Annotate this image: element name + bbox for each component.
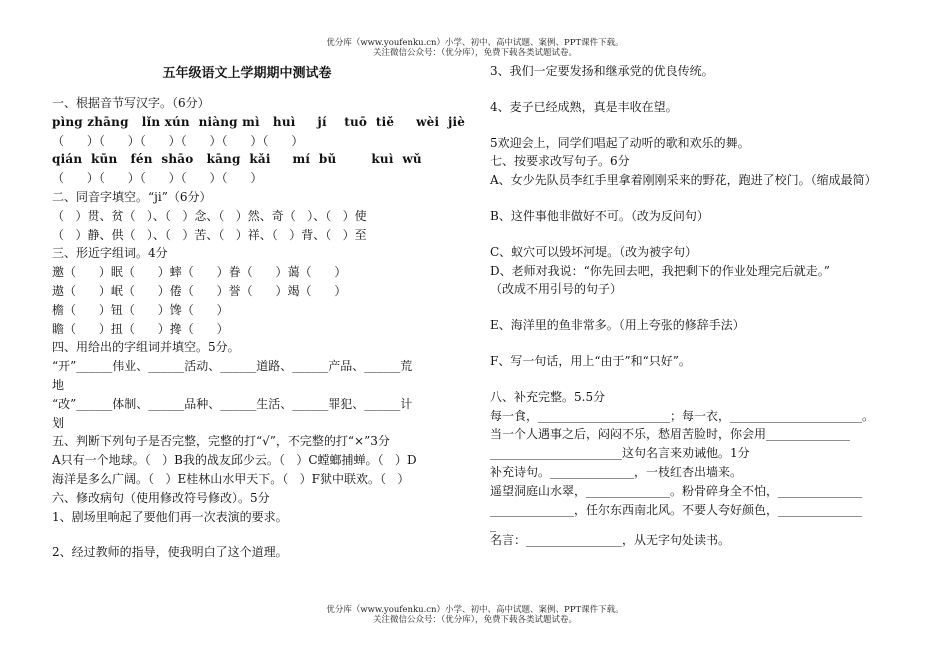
footer-line-2: 关注微信公众号：（优分库），免费下载各类试题试卷。 <box>372 615 577 625</box>
rewrite-e: E、海洋里的鱼非常多。（用上夸张的修辞手法） <box>490 318 745 333</box>
complete-line-3: ______________________这句名言来劝诫他。1分 <box>490 446 750 461</box>
section-2-title: 二、同音字填空。“ji”（6分） <box>52 189 212 204</box>
section-3-title: 三、形近字组词。4分 <box>52 246 168 261</box>
judge-line-2: 海洋是多么广阔。（ ）E桂林山水甲天下。（ ）F狱中联欢。（ ） <box>52 471 410 486</box>
complete-line-2: 当一个人遇事之后，闷闷不乐，愁眉苦脸时，你会用______________ <box>490 427 851 442</box>
page-footer <box>0 605 950 625</box>
word-fill-line-2-cont: 划 <box>52 415 65 430</box>
homophone-line-2: （ ）静、供（ ）、（ ）苦、（ ）祥、（ ）背、（ ）至 <box>52 227 367 242</box>
homophone-line-1: （ ）贯、贫（ ）、（ ）念、（ ）然、奇（ ）、（ ）使 <box>52 208 367 223</box>
complete-line-6: ______________，任尔东西南北风。不要人夸好颜色，______________ <box>490 502 863 517</box>
complete-line-1: 每一食，______________________；每一衣，______________________。 <box>490 408 875 423</box>
complete-line-5: 遥望洞庭山水翠，______________。粉骨碎身全不怕，______________ <box>490 483 863 498</box>
complete-line-8: 名言：________________，从无字句处读书。 <box>490 533 731 548</box>
judge-line-1: A只有一个地球。（ ）B我的战友邱少云。（ ）C螳螂捕蝉。（ ）D <box>52 453 417 468</box>
similar-char-line-3: 檐（ ）钮（ ）馋（ ） <box>52 302 229 317</box>
sentence-fix-1: 1、剧场里响起了要他们再一次表演的要求。 <box>52 509 288 524</box>
rewrite-a: A、女少先队员李红手里拿着刚刚采来的野花，跑进了校门。（缩成最简） <box>490 173 877 188</box>
section-7-title: 七、按要求改写句子。6分 <box>490 154 630 169</box>
similar-char-line-1: 邀（ ）眠（ ）蟀（ ）眷（ ）蔼（ ） <box>52 265 347 280</box>
similar-char-line-2: 遨（ ）岷（ ）倦（ ）誉（ ）竭（ ） <box>52 283 347 298</box>
pinyin-row-1: pìng zhāng lǐn xún niàng mì huì jí tuō tiě wèi jiè <box>52 114 466 129</box>
sentence-fix-3: 3、我们一定要发扬和继承党的优良传统。 <box>490 64 714 78</box>
page-title: 五年级语文上学期期中测试卷 <box>162 66 332 81</box>
header-line-1: 优分库（www.youfenku.cn）小学、初中、高中试题、案例、PPT课件下载。 <box>326 38 624 48</box>
answer-brackets-row-1: （ ）（ ）（ ）（ ）（ ）（ ） <box>52 133 304 148</box>
word-fill-line-1-cont: 地 <box>52 377 65 392</box>
rewrite-c: C、蚁穴可以毁坏河堤。（改为被字句） <box>490 244 698 259</box>
section-4-title: 四、用给出的字组词并填空。5分。 <box>52 340 240 355</box>
rewrite-f: F、写一句话，用上“由于”和“只好”。 <box>490 353 691 368</box>
page-header <box>0 38 950 58</box>
complete-line-4: 补充诗句。______________，一枝红杏出墙来。 <box>490 464 743 479</box>
complete-line-7: _ <box>490 518 496 533</box>
word-fill-line-1: “开”______伟业、______活动、______道路、______产品、______荒 <box>52 359 413 374</box>
section-5-title: 五、判断下列句子是否完整，完整的打“√”，不完整的打“×”3分 <box>52 434 390 449</box>
section-1-title: 一、根据音节写汉字。（6分） <box>52 96 210 110</box>
rewrite-d: D、老师对我说：“你先回去吧，我把剩下的作业处理完后就走。” <box>490 263 830 278</box>
sentence-fix-5: 5欢迎会上，同学们唱起了动听的歌和欢乐的舞。 <box>490 135 750 150</box>
sentence-fix-2: 2、经过教师的指导，使我明白了这个道理。 <box>52 545 288 560</box>
rewrite-d-note: （改成不用引号的句子） <box>490 282 623 297</box>
footer-line-1: 优分库（www.youfenku.cn）小学、初中、高中试题、案例、PPT课件下载。 <box>326 605 624 615</box>
rewrite-b: B、这件事他非做好不可。（改为反问句） <box>490 208 709 223</box>
left-column <box>52 62 472 562</box>
section-6-title: 六、修改病句（使用修改符号修改）。5分 <box>52 490 270 505</box>
similar-char-line-4: 瞻（ ）扭（ ）搀（ ） <box>52 321 229 336</box>
sentence-fix-4: 4、麦子已经成熟，真是丰收在望。 <box>490 99 678 114</box>
header-line-2: 关注微信公众号：（优分库），免费下载各类试题试卷。 <box>372 48 577 58</box>
word-fill-line-2: “改”______体制、______品种、______生活、______罪犯、______计 <box>52 396 413 411</box>
answer-brackets-row-2: （ ）（ ）（ ）（ ）（ ） <box>52 171 263 186</box>
right-column <box>490 62 902 550</box>
pinyin-row-2: qián kūn fén shāo kāng kǎi mí bǔ kuì wǔ <box>52 152 422 167</box>
section-8-title: 八、补充完整。5.5分 <box>490 389 606 404</box>
